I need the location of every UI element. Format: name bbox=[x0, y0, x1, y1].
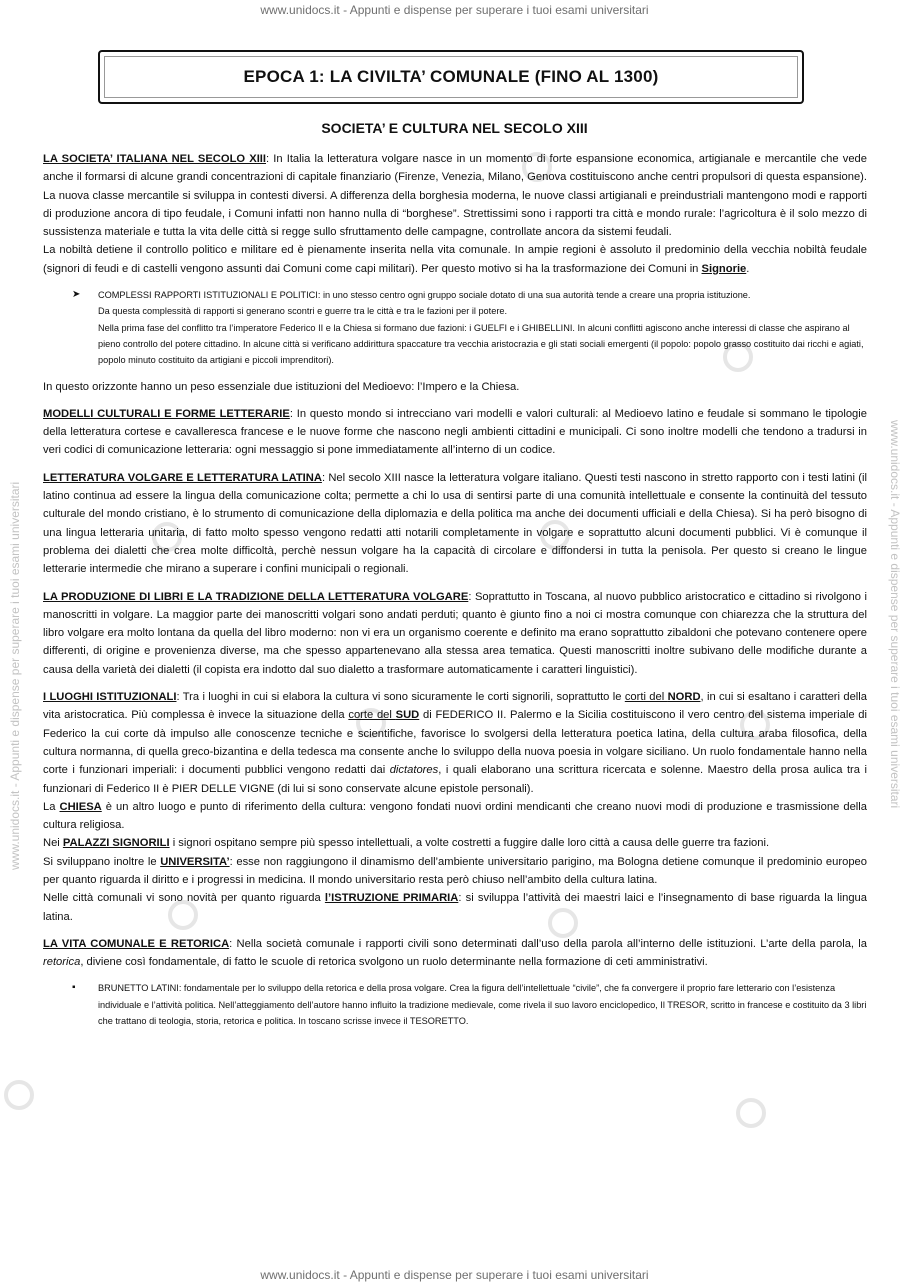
watermark-bottom: www.unidocs.it - Appunti e dispense per superare i tuoi esami universitari bbox=[260, 1268, 649, 1282]
term-istruzione: l’ISTRUZIONE PRIMARIA bbox=[324, 892, 459, 905]
heading-retorica: LA VITA COMUNALE E RETORICA bbox=[43, 937, 230, 950]
paragraph-orizzonte: In questo orizzonte hanno un peso essenziale due istituzioni del Medioevo: l’Impero e la Chiesa. bbox=[43, 380, 520, 393]
paragraph-retorica bbox=[43, 935, 867, 972]
arrow-bullet-icon: ➤ bbox=[72, 289, 81, 301]
text-luoghi-3: di FEDERICO II. Palermo e la Sicilia costituiscono il vero centro del sistema imperiale di Federico la cui corte dà impulso alle conoscenze tecniche e scientifiche, favorisce lo svolgersi della letteratura poetica latina, della cultura araba filosofica, della cultura normanna, di quella greco-bizantina e della tedesca ma consente anche lo sviluppo della nuova poesia in volgare siciliano. Un ruolo fondamentale hanno nella corte i funzionari imperiali: i documenti pubblici vengono redatti dai bbox=[43, 709, 867, 777]
text-nobilta: La nobiltà detiene il controllo politico e militare ed è pienamente inserita nella vita comunale. In ampie regioni è assoluto il predominio della vecchia nobiltà feudale (signori di feudi e di castelli vengono assunti dai Comuni come capi militari). Per questo motivo si ha la trasformazione dei Comuni in bbox=[43, 244, 867, 275]
text-letteratura: : Nel secolo XIII nasce la letteratura volgare italiano. Questi testi nascono in stretto rapporto con i testi latini (il latino continua ad essere la lingua della comunicazione colta; permette a chi lo usa di sentirsi parte di una comunità intellettuale e consente la continuità del tessuto culturale del mondo cristiano, è lo strumento di comunicazione della diplomazia e della politica ma anche dei documenti ufficiali e della Chiesa). Si ha però bisogno di una lingua letteraria unitaria, di fatto molto spesso vengono redatti atti notarili completamente in volgare e soprattutto alcuni documenti pubblici. Vi è comunque il problema dei dialetti che crea molte difficoltà, perchè nessun volgare ha la capacità di circolare e diffondersi in tutta la penisola. Per questo si creano le lingue letterarie intermedie che mirano a superare i confini municipali o regionali. bbox=[43, 471, 867, 576]
paragraph-luoghi bbox=[43, 688, 867, 926]
term-corti-nord bbox=[625, 691, 701, 703]
watermark-right: www.unidocs.it - Appunti e dispense per superare i tuoi esami universitari bbox=[888, 420, 902, 809]
text-societa: : In Italia la letteratura volgare nasce in un momento di forte espansione economica, artigianale e mercantile che vede anche il formarsi di alcune grandi concentrazioni di capitale finanziario (Firenze, Venezia, Milano, Genova costituiscono anche centri propulsori di questa espansione). La nuova classe mercantile si sviluppa in contesti diversi. A differenza della borghesia moderna, le nuove classi artigianali e preindustriali mantengono modi e rapporti di produzione ancora di tipo feudale, i Comuni infatti non hanno nulla di “borghese”. Strettissimi sono i rapporti tra città e mondo rurale: l’agricoltura è il solo mezzo di sussistenza materiale e tutta la vita delle città si regge sullo sfruttamento delle campagne, controllate ancora da sistemi feudali. bbox=[43, 153, 867, 239]
text-retorica-1: : Nella società comunale i rapporti civili sono determinati dall’uso della parola all’interno delle istituzioni. L’arte della parola, la bbox=[229, 937, 868, 950]
page-title: EPOCA 1: LA CIVILTA’ COMUNALE (FINO AL 1300) bbox=[243, 67, 659, 86]
heading-luoghi: I LUOGHI ISTITUZIONALI bbox=[43, 691, 177, 704]
text-palazzi: i signori ospitano sempre più spesso intellettuali, a volte costretti a fuggire dalle loro città a causa delle guerre tra fazioni. bbox=[169, 837, 770, 850]
watermark-left: www.unidocs.it - Appunti e dispense per superare i tuoi esami universitari bbox=[8, 481, 22, 870]
heading-produzione: LA PRODUZIONE DI LIBRI E LA TRADIZIONE DELLA LETTERATURA VOLGARE bbox=[43, 590, 469, 603]
paragraph-produzione bbox=[43, 588, 867, 679]
term-dictatores: dictatores bbox=[389, 764, 439, 777]
watermark-logo-icon bbox=[736, 1098, 766, 1128]
paragraph-modelli bbox=[43, 405, 867, 460]
text-palazzi-pre: Nei bbox=[43, 837, 63, 850]
watermark-logo-icon bbox=[4, 1080, 34, 1110]
text-univ-pre: Si sviluppano inoltre le bbox=[43, 855, 161, 868]
heading-societa: LA SOCIETA’ ITALIANA NEL SECOLO XIII bbox=[43, 153, 267, 165]
term-retorica: retorica bbox=[43, 956, 81, 969]
text-istruzione-pre: Nelle città comunali vi sono novità per quanto riguarda bbox=[43, 892, 325, 905]
section-subtitle: SOCIETA’ E CULTURA NEL SECOLO XIII bbox=[321, 120, 588, 136]
text-universita: : esse non raggiungono il dinamismo dell’ambiente universitario parigino, ma Bologna detiene comunque il predominio europeo per quanto riguarda il diritto e i progressi in medicina. Il mondo universitario resta però chiuso nell’ambito della cultura latina. bbox=[43, 855, 867, 886]
text-modelli: : In questo mondo si intrecciano vari modelli e valori culturali: al Medioevo latino e feudale si sommano le tipologie della letteratura cortese e cavalleresca francese e le nuove forme che nascono negli ambienti cittadini e municipali. Ci sono inoltre modelli che tendono a tradursi in veri codici di comunicazione letteraria: ogni messaggio si pone immediatamente all’interno di un codice. bbox=[43, 407, 867, 457]
paragraph-societa bbox=[43, 150, 867, 278]
text-produzione: : Soprattutto in Toscana, al nuovo pubblico aristocratico e cittadino si rivolgono i manoscritti in volgare. La maggior parte dei manoscritti volgari sono andati perduti; quanto è giunto fino a noi ci mostra comunque con chiarezza che la struttura del libro volgare era molto lontana da quella del libro moderno: non vi era un organismo coerente e definito ma erano soprattutto zibaldoni che potevano contenere opere differenti, di origine e provenienza diverse, ma che spesso appartenevano alla stessa area tematica. Questi manoscritti inoltre subivano delle modifiche durante a causa della varietà dei dialetti (il copista era indotto dal suo dialetto a trasformare automaticamente i caratteri linguistici). bbox=[43, 590, 867, 676]
bullet-brunetto bbox=[43, 980, 867, 1029]
term-signorie: Signorie bbox=[701, 262, 747, 275]
text-luoghi-1: : Tra i luoghi in cui si elabora la cultura vi sono sicuramente le corti signorili, soprattutto le bbox=[176, 691, 625, 704]
text-retorica-2: , diviene così fondamentale, di fatto le scuole di retorica svolgono un ruolo determinante nella formazione di ceti amministrativi. bbox=[80, 956, 708, 969]
square-bullet-icon: ▪ bbox=[72, 982, 76, 994]
text-chiesa: è un altro luogo e punto di riferimento della cultura: vengono fondati nuovi ordini mendicanti che creano nuovi modi di produzione e trasmissione della cultura religiosa. bbox=[43, 800, 867, 832]
bullet-rapporti bbox=[43, 287, 867, 368]
document-body bbox=[43, 150, 867, 1038]
bullet-rapporti-line1: COMPLESSI RAPPORTI ISTITUZIONALI E POLITICI: in uno stesso centro ogni gruppo sociale dotato di una sua autorità tende a creare una propria istituzione. bbox=[98, 290, 751, 301]
text-chiesa-pre: La bbox=[43, 800, 60, 813]
heading-letteratura: LETTERATURA VOLGARE E LETTERATURA LATINA bbox=[43, 471, 322, 484]
text-luoghi-4: , i quali elaborano una scrittura ricercata e solenne. Maestro della prosa aulica tra i funzionari di Federico II è PIER DELLE VIGNE (di lui si sono conservate alcune epistole personali). bbox=[43, 764, 868, 795]
text-nobilta-end: . bbox=[746, 262, 750, 275]
term-sud: SUD bbox=[395, 709, 420, 722]
term-universita: UNIVERSITA’ bbox=[160, 855, 230, 868]
watermark-top: www.unidocs.it - Appunti e dispense per superare i tuoi esami universitari bbox=[260, 3, 649, 17]
bullet-rapporti-line3: Nella prima fase del conflitto tra l’imperatore Federico II e la Chiesa si formano due fazioni: i GUELFI e i GHIBELLINI. In alcuni conflitti agiscono anche interessi di classe che aspirano al pieno controllo del potere cittadino. In alcune città si verificano addirittura spaccature tra vecchia aristocrazia e gli stati sociali emergenti (il popolo: popolo grasso costituito dai ricchi e agiati, popolo minuto costituito da artigiani e piccoli imprenditori). bbox=[98, 322, 864, 366]
term-palazzi: PALAZZI SIGNORILI bbox=[62, 837, 170, 850]
term-corte-sud bbox=[348, 709, 419, 721]
heading-modelli: MODELLI CULTURALI E FORME LETTERARIE bbox=[43, 407, 290, 420]
bullet-brunetto-text: BRUNETTO LATINI: fondamentale per lo sviluppo della retorica e della prosa volgare. Crea la figura dell’intellettuale “civile”, che fa convergere il proprio fare letterario con l’esistenza individuale e l’attività politica. Nell’atteggiamento dell’autore hanno influito la tradizione medievale, come rivela il suo lavoro enciclopedico, Il TRESOR, scritto in francese e costituito da 3 libri che trattano di teologia, storia, retorica e politica. In toscano scrisse invece il TESORETTO. bbox=[98, 983, 867, 1027]
term-chiesa: CHIESA bbox=[59, 800, 102, 813]
bullet-rapporti-line2: Da questa complessità di rapporti si generano scontri e guerre tra le città e tra le fazioni per il potere. bbox=[98, 306, 508, 317]
term-nord: NORD bbox=[667, 691, 701, 704]
text-istruzione: : si sviluppa l’attività dei maestri laici e l’insegnamento di base riguarda la lingua latina. bbox=[43, 892, 867, 923]
text-luoghi-2: , in cui si esaltano i caratteri della vita aristocratica. Più complessa è invece la situazione della bbox=[43, 691, 868, 722]
paragraph-letteratura bbox=[43, 469, 867, 579]
term-corte-sud-pre: corte del bbox=[348, 709, 396, 722]
term-corti-nord-pre: corti del bbox=[624, 691, 668, 704]
title-banner bbox=[98, 50, 804, 104]
